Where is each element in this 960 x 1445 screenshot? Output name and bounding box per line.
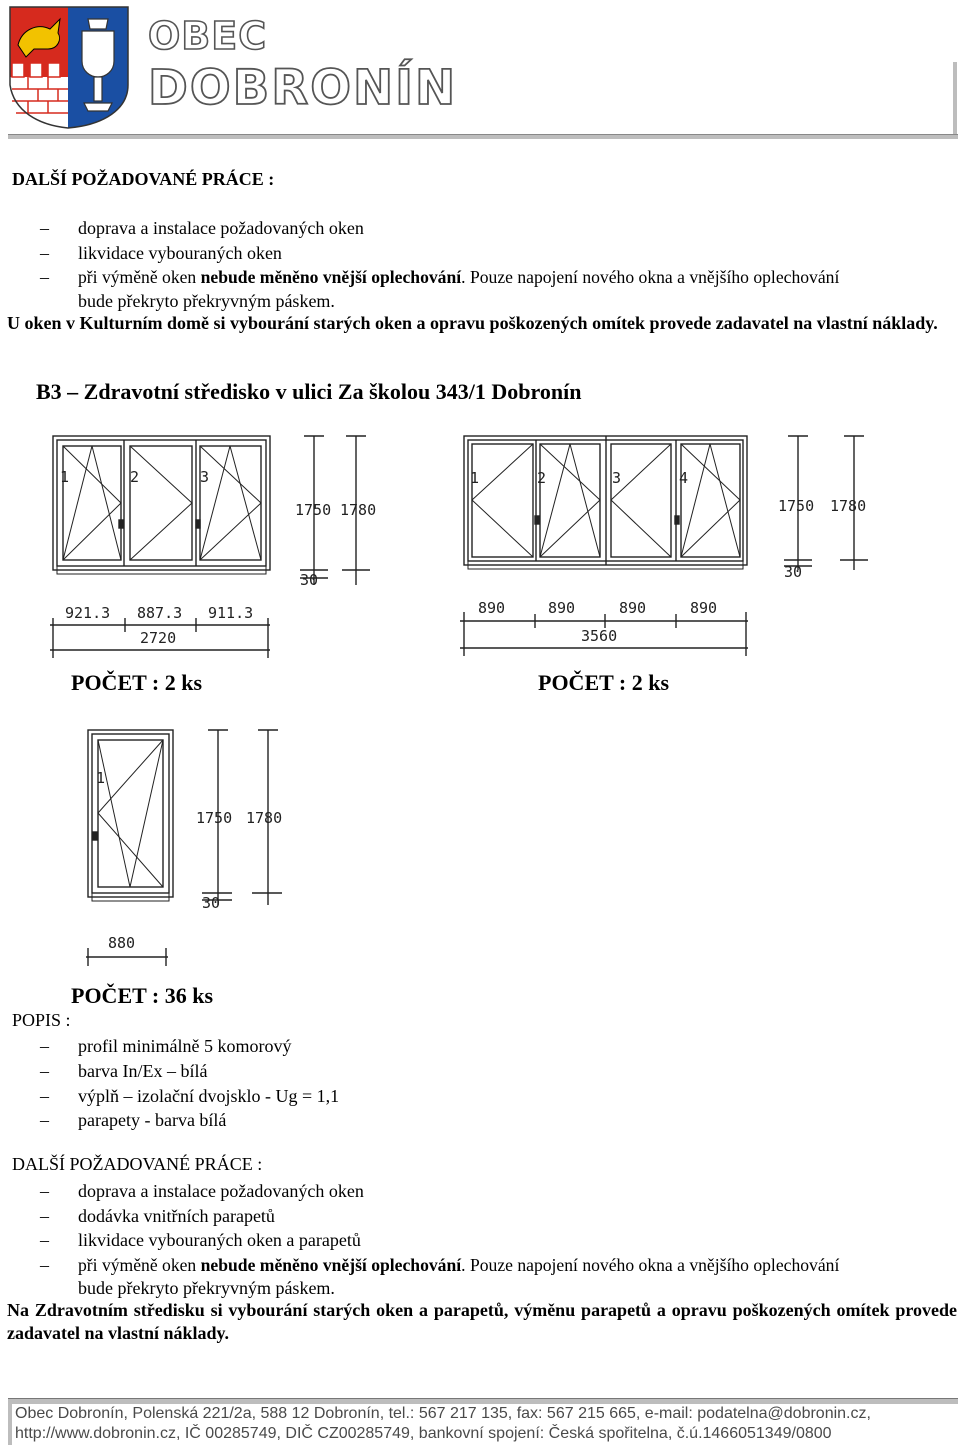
dim-height: 1750: [196, 809, 233, 827]
dim-height: 1750: [778, 497, 815, 515]
brand-title-dobronin: DOBRONÍN: [148, 60, 458, 116]
section-heading-additional-work: DALŠÍ POŽADOVANÉ PRÁCE :: [12, 169, 275, 189]
brand-title-obec: OBEC: [148, 14, 268, 58]
footer-contact: http://www.dobronin.cz, IČ 00285749, DIČ CZ00285749, bankovní spojení: Česká spořitelna, č.ú.1466051349/0800: [15, 1425, 832, 1442]
pane-number: 2: [130, 468, 140, 486]
paragraph-note: U oken v Kulturním domě si vybourání starých oken a opravu poškozených omítek provede zadavatel na vlastní náklady.: [7, 313, 938, 333]
section-heading-description: POPIS :: [12, 1010, 71, 1030]
dim-width: 890: [619, 599, 647, 617]
pane-number: 3: [612, 469, 622, 487]
dim-width: 890: [690, 599, 718, 617]
dim-sill: 30: [202, 894, 221, 912]
window-drawing-3: [86, 730, 282, 966]
dim-width: 921.3: [65, 604, 111, 622]
count-window-3: POČET : 36 ks: [71, 983, 214, 1008]
pane-number: 1: [96, 769, 106, 787]
paragraph-note: Na Zdravotním středisku si vybourání starých oken a parapetů, výměnu parapetů a opravu poškozených omítek provede zadavatel na vlastní náklady.: [7, 1300, 957, 1343]
window-drawing-1: [50, 436, 370, 658]
dim-width: 890: [548, 599, 576, 617]
window-drawing-2: [460, 436, 868, 656]
dim-total-width: 3560: [581, 627, 618, 645]
pane-number: 3: [200, 468, 210, 486]
dim-width: 880: [108, 934, 136, 952]
section-subtitle: B3 – Zdravotní středisko v ulici Za školou 343/1 Dobronín: [36, 379, 582, 404]
dim-height: 1780: [246, 809, 283, 827]
pane-number: 1: [60, 468, 70, 486]
dim-width: 890: [478, 599, 506, 617]
dim-width: 887.3: [137, 604, 183, 622]
count-window-1: POČET : 2 ks: [71, 670, 203, 695]
section-heading-additional-work-2: DALŠÍ POŽADOVANÉ PRÁCE :: [12, 1154, 263, 1174]
pane-number: 1: [470, 469, 480, 487]
dim-height: 1750: [295, 501, 332, 519]
footer-rule: [8, 1398, 958, 1404]
dim-height: 1780: [830, 497, 867, 515]
pane-number: 2: [537, 469, 547, 487]
count-window-2: POČET : 2 ks: [538, 670, 670, 695]
dim-height: 1780: [340, 501, 377, 519]
footer-address: Obec Dobronín, Polenská 221/2a, 588 12 Dobronín, tel.: 567 217 135, fax: 567 215 665, e-mail: podatelna@dobronin.cz,: [15, 1405, 871, 1422]
footer-rule-vertical: [8, 1401, 12, 1445]
pane-number: 4: [679, 469, 689, 487]
dim-sill: 30: [784, 563, 803, 581]
dim-sill: 30: [300, 571, 319, 589]
dim-width: 911.3: [208, 604, 254, 622]
dim-total-width: 2720: [140, 629, 177, 647]
